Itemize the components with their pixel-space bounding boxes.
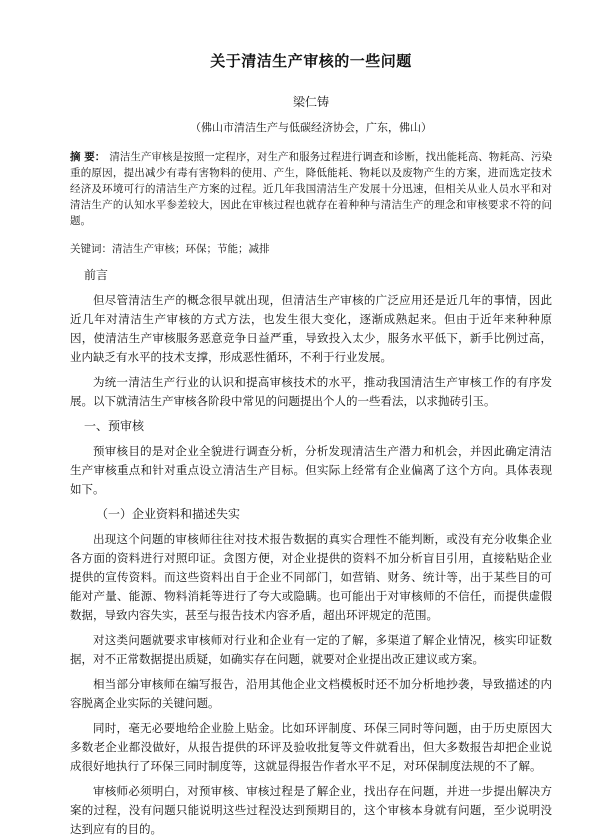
keywords-block [70, 241, 552, 257]
author-affiliation: （佛山市清洁生产与低碳经济协会，广东，佛山） [190, 121, 432, 134]
body-paragraph: 为统一清洁生产行业的认识和提高审核技术的水平，推动我国清洁生产审核工作的有序发展。以下就清洁生产审核各阶段中常见的问题提出个人的一些看法，以求抛砖引玉。 [70, 375, 552, 408]
body-paragraph: 预审核目的是对企业全貌进行调查分析，分析发现清洁生产潜力和机会，并因此确定清洁生产审核重点和针对重点设立清洁生产目标。但实际上经常有企业偏离了这个方向。具体表现如下。 [70, 444, 552, 496]
body-paragraph: 但尽管清洁生产的概念很早就出现，但清洁生产审核的广泛应用还是近几年的事情，因此近几年对清洁生产审核的方式方法，也发生很大变化，逐渐成熟起来。但由于近年来种种原因，使清洁生产审核服务恶意竞争日益严重，导致投入太少，服务水平低下，新手比例过高，业内缺乏有水平的技术支撑，形成恶性循环，不利于行业发展。 [70, 293, 552, 364]
body-paragraph: 出现这个问题的审核师往往对技术报告数据的真实合理性不能判断，或没有充分收集企业各方面的资料进行对照印证。贪图方便，对企业提供的资料不加分析盲目引用，直接粘贴企业提供的宣传资料。而这些资料出自于企业不同部门，如营销、财务、统计等，出于某些目的可能对产量、能源、物料消耗等进行了夸大或隐瞒。也可能出于对审核师的不信任，而提供虚假数据，导致内容失实，甚至与报告技术内容矛盾，超出环评规定的范围。 [70, 532, 552, 622]
body-paragraph: 审核师必须明白，对预审核、审核过程是了解企业，找出存在问题，并进一步提出解决方案的过程，没有问题只能说明这些过程没达到预期目的，这个审核本身就有问题，至少说明没达到应有的目的。 [70, 784, 552, 836]
subsection-heading: （一）企业资料和描述失实 [96, 507, 241, 521]
keywords-text: 清洁生产审核；环保；节能；减排 [112, 243, 270, 255]
body-paragraph: 对这类问题就要求审核师对行业和企业有一定的了解，多渠道了解企业情况，核实印证数据，对不正常数据提出质疑，如确实存在问题，就要对企业提出改正建议或方案。 [70, 633, 552, 666]
abstract-label: 摘 要： [70, 151, 106, 163]
author-name: 梁仁铸 [292, 95, 329, 109]
body-paragraph: 相当部分审核师在编写报告，沿用其他企业文档模板时还不加分析地抄袭，导致描述的内容脱离企业实际的关键问题。 [70, 677, 552, 710]
abstract-block [70, 149, 552, 229]
abstract-text: 清洁生产审核是按照一定程序，对生产和服务过程进行调查和诊断，找出能耗高、物耗高、污染重的原因，提出减少有毒有害物料的使用、产生，降低能耗、物耗以及废物产生的方案，进而选定技术经济及环境可行的清洁生产方案的过程。近几年我国清洁生产发展十分迅速，但相关从业人员水平和对清洁生产的认知水平参差较大，因此在审核过程也就存在着种种与清洁生产的理念和审核要求不符的问题。 [70, 151, 553, 227]
paper-title: 关于清洁生产审核的一些问题 [210, 52, 412, 70]
section-heading-pre-audit: 一、预审核 [84, 419, 145, 433]
body-paragraph: 同时，毫无必要地给企业脸上贴金。比如环评制度、环保三同时等问题，由于历史原因大多数老企业都没做好，从报告提供的环评及验收批复等文件就看出，但大多数报告却把企业说成很好地执行了环保三同时制度等，这就显得报告作者水平不足，对环保制度法规的不了解。 [70, 721, 552, 773]
preface-heading: 前言 [84, 268, 109, 282]
keywords-label: 关键词： [70, 243, 112, 255]
